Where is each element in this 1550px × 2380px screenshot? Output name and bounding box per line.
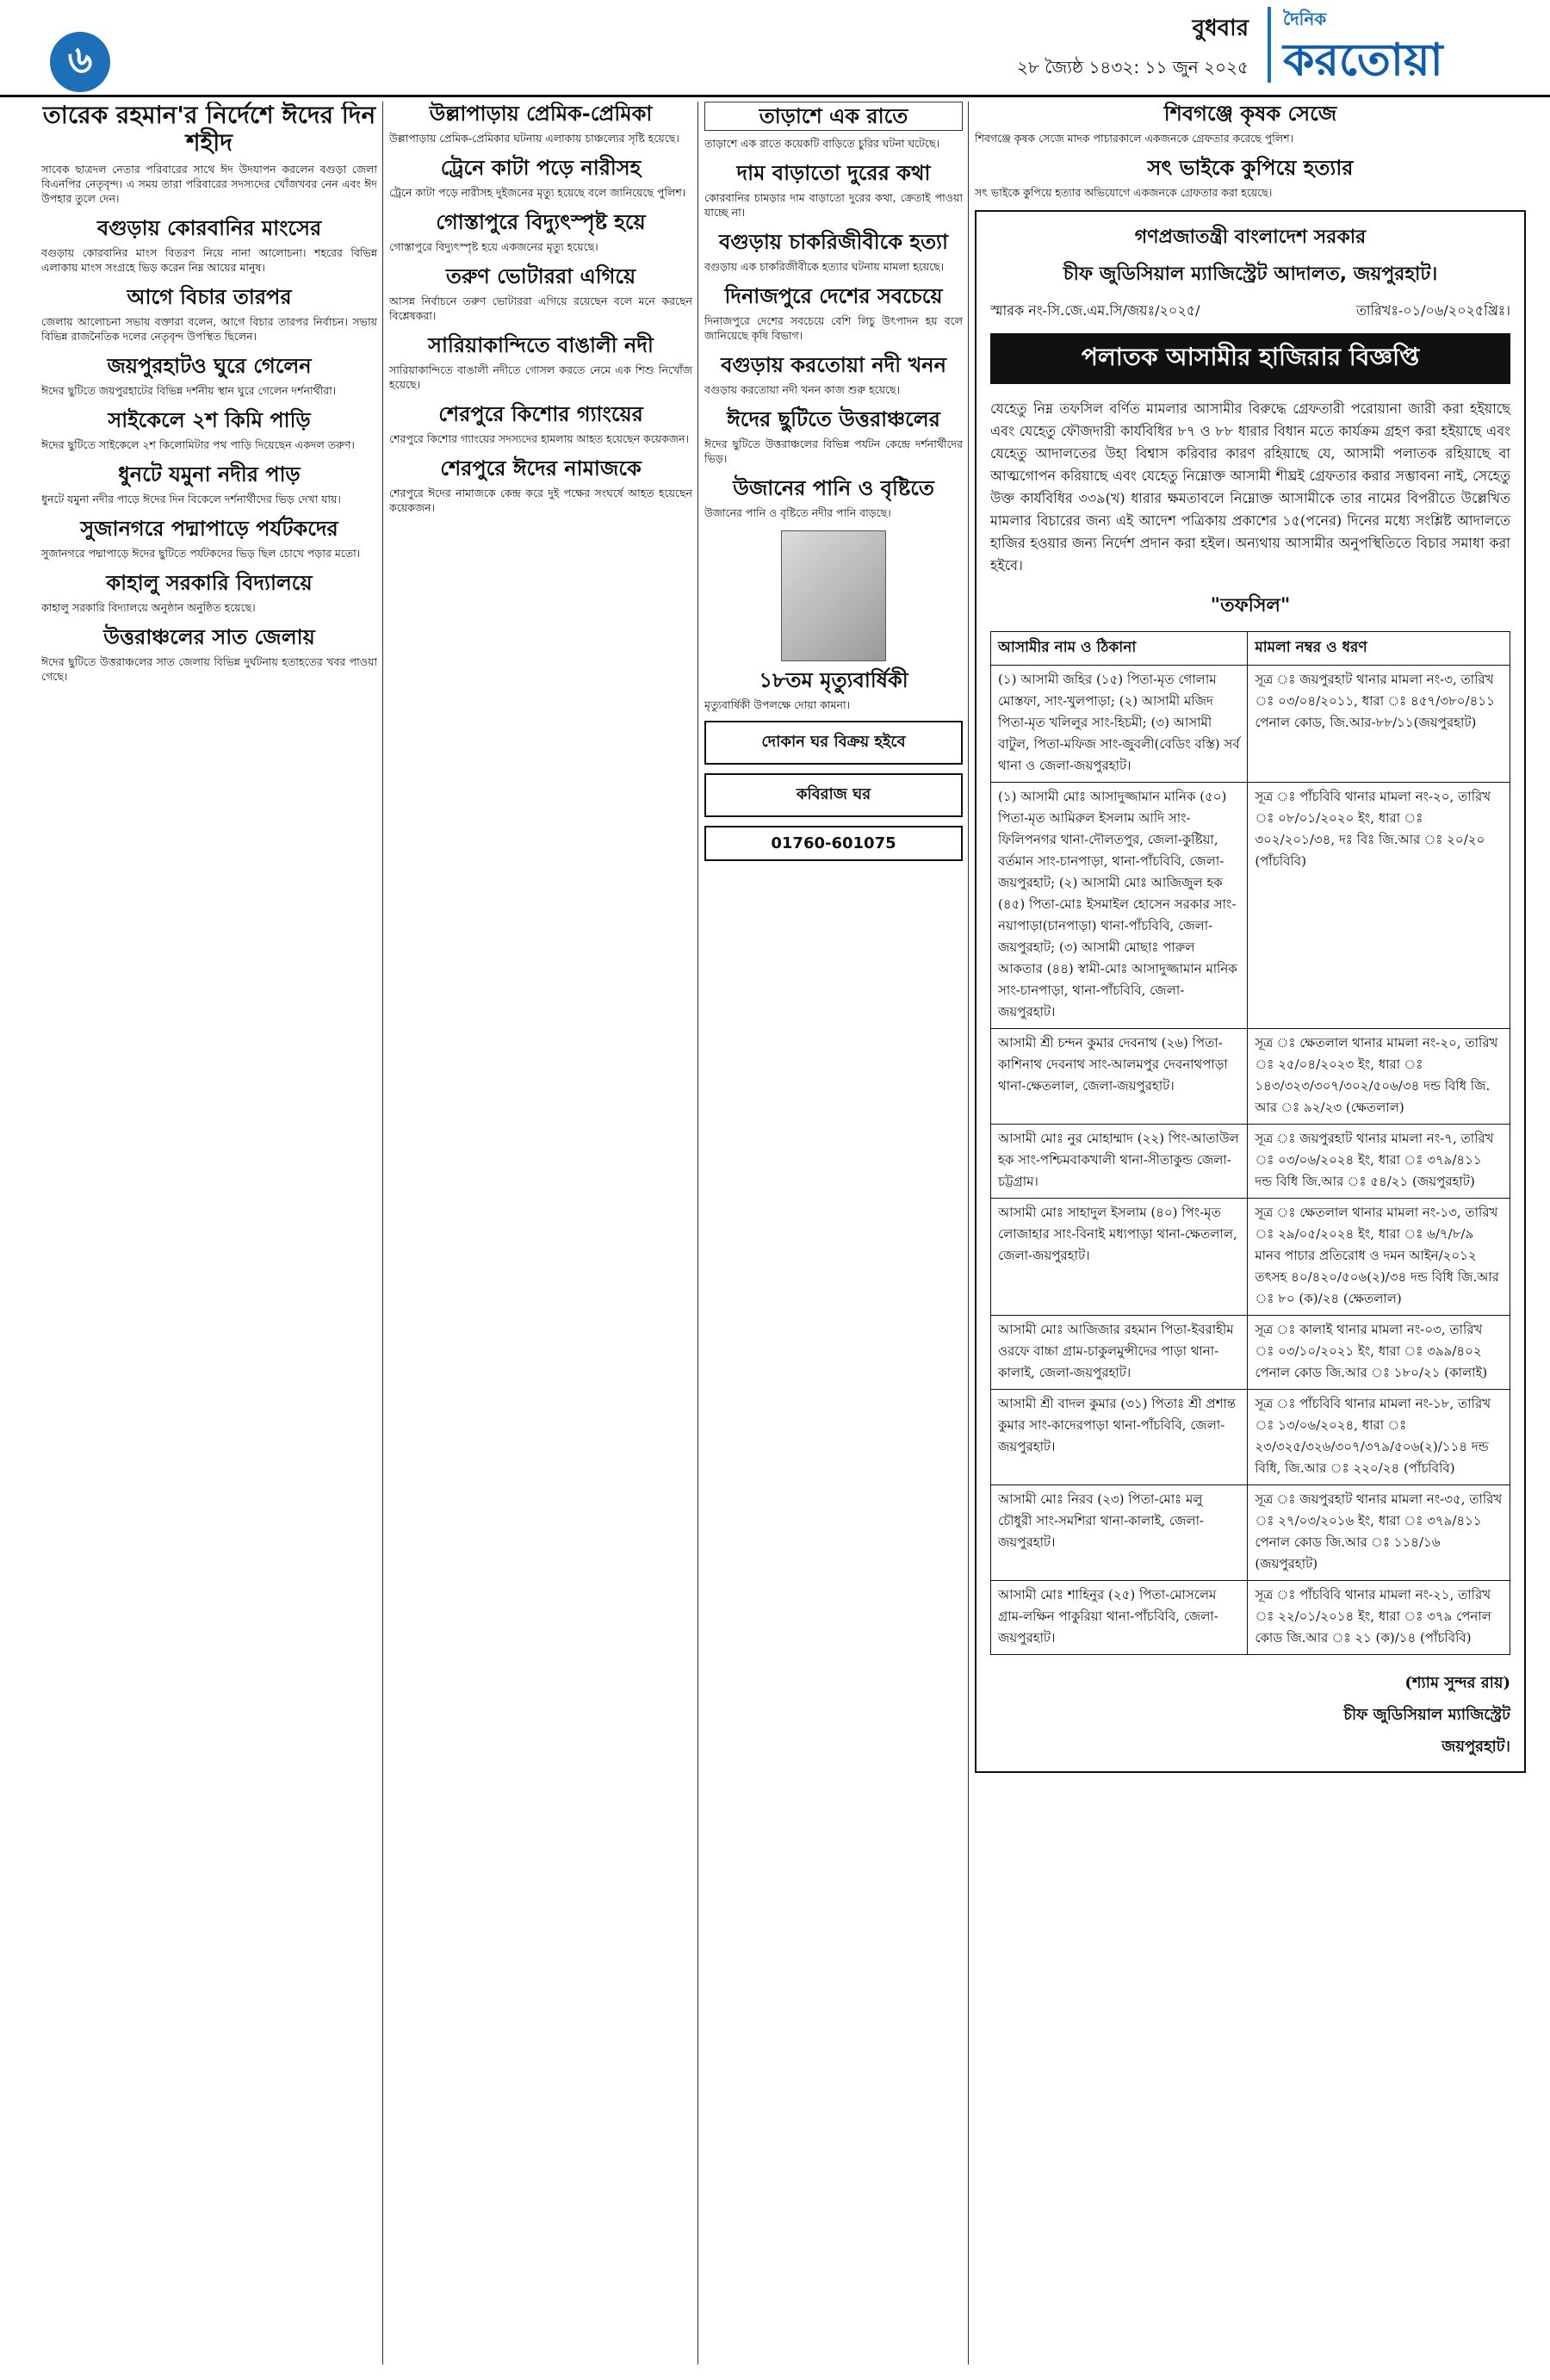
accused-details: আসামী মোঃ নিরব (২৩) পিতা-মোঃ মলু চৌধুরী সাং-সমশিরা থানা-কালাই, জেলা-জয়পুরহাট। (991, 1485, 1248, 1581)
notice-title: পলাতক আসামীর হাজিরার বিজ্ঞপ্তি (990, 333, 1510, 384)
table-header-row (991, 632, 1510, 666)
column-3 (704, 102, 963, 2365)
article-body: ধুনটে যমুনা নদীর পাড়ে ঈদের দিন বিকেলে দর্শনার্থীদের ভিড় দেখা যায়। (41, 493, 341, 505)
article-headline: ট্রেনে কাটা পড়ে নারীসহ (440, 156, 642, 180)
table-row (991, 1199, 1510, 1316)
accused-details: (১) আসামী মোঃ আসাদুজ্জামান মানিক (৫০) পিতা-মৃত আমিরুল ইসলাম আদি সাং-ফিলিপনগর থানা-দৌলতপুর, জেলা-কুষ্টিয়া, বর্তমান সাং-চানপাড়া, থানা-পাঁচবিবি, জেলা-জয়পুরহাট; (২) আসামী মোঃ আজিজুল হক (৪৫) পিতা-মোঃ ইসমাইল হোসেন সরকার সাং-নয়াপাড়া(চানপাড়া) থানা-পাঁচবিবি, জেলা-জয়পুরহাট; (৩) আসামী মোছাঃ পারুল আকতার (৪৪) স্বামী-মোঃ আসাদুজ্জামান মানিক সাং-চানপাড়া, থানা-পাঁচবিবি, জেলা-জয়পুরহাট। (991, 783, 1248, 1029)
article-headline: ঈদের ছুটিতে উত্তরাঞ্চলের (727, 407, 940, 431)
signatory-place: জয়পুরহাট। (1442, 1738, 1510, 1756)
article (704, 102, 963, 151)
case-details: সূত্র ঃ ক্ষেতলাল থানার মামলা নং-১৩, তারিখ ঃ ২৯/০৫/২০২৪ ইং, ধারা ঃ ৬/৭/৮/৯ মানব পাচার প্রতিরোধ ও দমন আইন/২০১২ তৎসহ ৪০/৪২০/৫০৬(২)/৩৪ দন্ড বিধি জি.আর ঃ ৮০ (ক)/২৪ (ক্ষেতলাল) (1248, 1199, 1510, 1316)
article (41, 625, 377, 684)
article (389, 402, 692, 446)
article-headline: গোস্তাপুরে বিদ্যুৎস্পৃষ্ট হয়ে (436, 210, 646, 234)
article (704, 161, 963, 220)
column-header: মামলা নম্বর ও ধরণ (1248, 632, 1510, 666)
accused-details: আসামী শ্রী চন্দন কুমার দেবনাথ (২৬) পিতা-কাশিনাথ দেবনাথ সাং-আলমপুর দেবনাথপাড়া থানা-ক্ষেতলাল, জেলা-জয়পুরহাট। (991, 1029, 1248, 1125)
page-number: ৬ (50, 32, 110, 92)
obituary-photo (781, 530, 886, 661)
kobiraj-ad: কবিরাজ ঘর (704, 773, 963, 817)
article-headline: ধুনটে যমুনা নদীর পাড় (118, 462, 301, 487)
article-headline: সাইকেলে ২শ কিমি পাড়ি (108, 408, 311, 432)
article (975, 156, 1526, 200)
notice-memo: স্মারক নং-সি.জে.এম.সি/জয়ঃ/২০২৫/ (990, 302, 1200, 319)
issue-date: ২৮ জ্যৈষ্ঠ ১৪৩২: ১১ জুন ২০২৫ (1016, 57, 1249, 77)
notice-court: চীফ জুডিসিয়াল ম্যাজিস্ট্রেট আদালত, জয়পুরহাট। (1063, 263, 1438, 285)
article-headline: তরুণ ভোটাররা এগিয়ে (445, 264, 636, 288)
article-body: গোস্তাপুরে বিদ্যুৎস্পৃষ্ট হয়ে একজনের মৃত্যু হয়েছে। (389, 240, 598, 253)
article-body: ট্রেনে কাটা পড়ে নারীসহ দুইজনের মৃত্যু হয়েছে বলে জানিয়েছে পুলিশ। (389, 186, 686, 199)
article-body: সাবেক ছাত্রদল নেতার পরিবারের সাথে ঈদ উদযাপন করলেন বগুড়া জেলা বিএনপির নেতৃবৃন্দ। এ সময় তারা পরিবারের সদস্যদের খোঁজখবর নেন এবং ঈদ উপহার তুলে দেন। (41, 163, 377, 205)
article-headline: বগুড়ায় কোরবানির মাংসের (96, 216, 322, 240)
accused-details: আসামী মোঃ সাহাদুল ইসলাম (৪০) পিং-মৃত লোজাহার সাং-বিনাই মধ্যপাড়া থানা-ক্ষেতলাল, জেলা-জয়পুরহাট। (991, 1199, 1248, 1316)
table-row (991, 783, 1510, 1029)
logo-big: করতোয়া (1283, 34, 1443, 86)
article (41, 102, 377, 206)
shop-sale-ad: দোকান ঘর বিক্রয় হইবে (704, 721, 963, 765)
article (704, 353, 963, 397)
article-headline: কাহালু সরকারি বিদ্যালয়ে (106, 571, 313, 595)
article-body: ঈদের ছুটিতে উত্তরাঞ্চলের সাত জেলায় বিভিন্ন দুর্ঘটনায় হতাহতের খবর পাওয়া গেছে। (41, 655, 377, 683)
article (41, 462, 377, 506)
article-headline: উত্তরাঞ্চলের সাত জেলায় (103, 625, 315, 649)
column-1 (41, 102, 377, 2365)
accused-details: (১) আসামী জহির (১৫) পিতা-মৃত গোলাম মোস্তফা, সাং-খুলপাড়া; (২) আসামী মজিদ পিতা-মৃত খলিলুর সাং-হিচমী; (৩) আসামী বাটুল, পিতা-মফিজ সাং-জুবলী(বেডিং বস্তি) সর্ব থানা ও জেলা-জয়পুরহাট। (991, 666, 1248, 783)
column-divider (968, 102, 969, 2365)
article (41, 571, 377, 615)
obituary-text: মৃত্যুবার্ষিকী উপলক্ষে দোয়া কামনা। (704, 698, 851, 711)
article-headline: আগে বিচার তারপর (127, 285, 292, 309)
article-headline: তাড়াশে এক রাতে (704, 102, 963, 131)
column-2 (389, 102, 692, 2365)
case-details: সূত্র ঃ পাঁচবিবি থানার মামলা নং-২০, তারিখ ঃ ০৮/০১/২০২০ ইং, ধারা ঃ ৩০২/২০১/৩৪, দঃ বিঃ জি.আর ঃ ২০/২০ (পাঁচবিবি) (1248, 783, 1510, 1029)
signature-block (990, 1670, 1510, 1761)
notice-date: তারিখঃ-০১/০৬/২০২৫খ্রিঃ। (1355, 302, 1510, 319)
article-body: সৎ ভাইকে কুপিয়ে হত্যার অভিযোগে একজনকে গ্রেফতার করা হয়েছে। (975, 186, 1273, 199)
article-body: কাহালু সরকারি বিদ্যালয়ে অনুষ্ঠান অনুষ্ঠিত হয়েছে। (41, 601, 256, 614)
article-body: আসন্ন নির্বাচনে তরুণ ভোটাররা এগিয়ে রয়েছেন বলে মনে করছেন বিশ্লেষকরা। (389, 294, 692, 322)
article-headline: বগুড়ায় করতোয়া নদী খনন (721, 353, 946, 377)
table-row (991, 1581, 1510, 1655)
case-details: সূত্র ঃ জয়পুরহাট থানার মামলা নং-৭, তারিখ ঃ ০৩/০৬/২০২৪ ইং, ধারা ঃ ৩৭৯/৪১১ দন্ড বিধি জি.আর ঃ ৫৪/২১ (জয়পুরহাট) (1248, 1125, 1510, 1199)
table-row (991, 666, 1510, 783)
article-body: দিনাজপুরে দেশের সবচেয়ে বেশি লিচু উৎপাদন হয় বলে জানিয়েছে কৃষি বিভাগ। (704, 314, 963, 342)
article-headline: দাম বাড়াতো দুরের কথা (736, 161, 931, 185)
notice-reference (990, 300, 1510, 323)
case-details: সূত্র ঃ পাঁচবিবি থানার মামলা নং-১৮, তারিখ ঃ ১৩/০৬/২০২৪, ধারা ঃ ২৩/৩২৫/৩২৬/৩০৭/৩৭৯/৫০৬(২)/১১৪ দন্ড বিধি, জি.আর ঃ ২২০/২৪ (পাঁচবিবি) (1248, 1390, 1510, 1485)
table-row (991, 1029, 1510, 1125)
case-details: সূত্র ঃ কালাই থানার মামলা নং-০৩, তারিখ ঃ ০৩/১০/২০২১ ইং, ধারা ঃ ৩৯৯/৪০২ পেনাল কোড জি.আর ঃ ১৮০/২১ (কালাই) (1248, 1316, 1510, 1390)
masthead (0, 0, 1550, 97)
table-row (991, 1316, 1510, 1390)
obituary-title: ১৮তম মৃত্যুবার্ষিকী (759, 668, 908, 692)
article-body: উজানের পানি ও বৃষ্টিতে নদীর পানি বাড়ছে। (704, 506, 891, 519)
article-body: বগুড়ায় কোরবানির মাংস বিতরণ নিয়ে নানা আলোচনা। শহরের বিভিন্ন এলাকায় মাংস সংগ্রহে ভিড় করেন নিম্ন আয়ের মানুষ। (41, 246, 377, 274)
column-header: আসামীর নাম ও ঠিকানা (991, 632, 1248, 666)
article-body: ঈদের ছুটিতে উত্তরাঞ্চলের বিভিন্ন পর্যটন কেন্দ্রে দর্শনার্থীদের ভিড়। (704, 437, 963, 465)
article (389, 333, 692, 392)
article (41, 408, 377, 452)
case-details: সূত্র ঃ জয়পুরহাট থানার মামলা নং-৩, তারিখ ঃ ০৩/০৪/২০১১, ধারা ঃ ৪৫৭/৩৮০/৪১১ পেনাল কোড, জি.আর-৮৮/১১(জয়পুরহাট) (1248, 666, 1510, 783)
article-body: উল্লাপাড়ায় প্রেমিক-প্রেমিকার ঘটনায় এলাকায় চাঞ্চল্যের সৃষ্টি হয়েছে। (389, 132, 679, 145)
table-row (991, 1125, 1510, 1199)
article-headline: উল্লাপাড়ায় প্রেমিক-প্রেমিকা (429, 102, 653, 126)
article (704, 284, 963, 343)
article (389, 456, 692, 515)
article-body: তাড়াশে এক রাতে কয়েকটি বাড়িতে চুরির ঘটনা ঘটেছে। (704, 137, 940, 150)
article-headline: উজানের পানি ও বৃষ্টিতে (733, 476, 934, 500)
article-headline: বগুড়ায় চাকরিজীবীকে হত্যা (719, 230, 948, 254)
case-details: সূত্র ঃ জয়পুরহাট থানার মামলা নং-৩৫, তারিখ ঃ ২৭/০৩/২০১৬ ইং, ধারা ঃ ৩৭৯/৪১১ পেনাল কোড জি.আর ঃ ১১৪/১৬ (জয়পুরহাট) (1248, 1485, 1510, 1581)
article-headline: জয়পুরহাটও ঘুরে গেলেন (107, 354, 312, 378)
article (704, 230, 963, 274)
accused-details: আসামী মোঃ নুর মোহাম্মাদ (২২) পিং-আতাউল হক সাং-পশ্চিমবাকখালী থানা-সীতাকুন্ড জেলা-চট্টগ্রাম। (991, 1125, 1248, 1199)
table-row (991, 1390, 1510, 1485)
article-body: বগুড়ায় করতোয়া নদী খনন কাজ শুরু হয়েছে। (704, 383, 901, 396)
article-body: শেরপুরে ঈদের নামাজকে কেন্দ্র করে দুই পক্ষের সংঘর্ষে আহত হয়েছেন কয়েকজন। (389, 487, 692, 514)
schedule-table (990, 631, 1510, 1655)
article-headline: তারেক রহমান'র নির্দেশে ঈদের দিন শহীদ (42, 102, 376, 157)
schedule-title: "তফসিল" (1210, 595, 1291, 617)
case-details: সূত্র ঃ পাঁচবিবি থানার মামলা নং-২১, তারিখ ঃ ২২/০১/২০১৪ ইং, ধারা ঃ ৩৭৯ পেনাল কোড জি.আর ঃ ২১ (ক)/১৪ (পাঁচবিবি) (1248, 1581, 1510, 1655)
article-body: সুজানগরে পদ্মাপাড়ে ঈদের ছুটিতে পর্যটকদের ভিড় ছিল চোখে পড়ার মতো। (41, 547, 361, 560)
article-headline: দিনাজপুরে দেশের সবচেয়ে (724, 284, 943, 308)
article (41, 517, 377, 561)
signatory-name: (শ্যাম সুন্দর রায়) (1404, 1674, 1510, 1692)
article-body: বগুড়ায় এক চাকরিজীবীকে হত্যার ঘটনায় মামলা হয়েছে। (704, 260, 945, 273)
notice-intro: যেহেতু নিম্ন তফসিল বর্ণিত মামলার আসামীর বিরুদ্ধে গ্রেফতারী পরোয়ানা জারী করা হইয়াছে এবং যেহেতু ফৌজদারী কার্যবিধির ৮৭ ও ৮৮ ধারার বিধান মতে কার্যক্রম গ্রহণ করা হইয়াছে এবং যেহেতু আদালতের উহা বিশ্বাস করিবার কারণ রহিয়াছে যে, আসামী পলাতক রহিয়াছে বা আত্মগোপন করিয়াছে এবং যেহেতু নিম্নোক্ত আসামী শীঘ্রই গ্রেফতার করার সম্ভাবনা নাই, সেহেতু উক্ত কার্যবিধির ৩৩৯(খ) ধারার ক্ষমতাবলে নিম্নোক্ত আসামীকে তার নামের বিপরীতে উল্লেখিত মামলার বিচারের জন্য এই আদেশ পত্রিকায় প্রকাশের ১৫(পনের) দিনের মধ্যে সংশ্লিষ্ট আদালতে হাজির হওয়ার জন্য নির্দেশ প্রদান করা হইল। অন্যথায় আসামীর অনুপস্থিতিতে বিচার সমাধা করা হইবে। (990, 400, 1510, 573)
article-headline: সুজানগরে পদ্মাপাড়ে পর্যটকদের (80, 517, 338, 541)
article-body: সারিয়াকান্দিতে বাঙালী নদীতে গোসল করতে নেমে এক শিশু নিখোঁজ হয়েছে। (389, 363, 692, 391)
article (975, 102, 1526, 146)
logo-small: দৈনিক (1283, 9, 1327, 29)
accused-details: আসামী মোঃ আজিজার রহমান পিতা-ইবরাহীম ওরফে বাচ্চা গ্রাম-চাকুলমুন্সীদের পাড়া থানা-কালাই, জেলা-জয়পুরহাট। (991, 1316, 1248, 1390)
article-body: ঈদের ছুটিতে সাইকেলে ২শ কিলোমিটার পথ পাড়ি দিয়েছেন একদল তরুণ। (41, 438, 355, 451)
dateline (1017, 10, 1249, 84)
article (389, 210, 692, 254)
article (704, 476, 963, 520)
column-4 (975, 102, 1526, 2365)
newspaper-logo (1268, 7, 1517, 86)
article (389, 156, 692, 200)
table-row (991, 1485, 1510, 1581)
article (389, 264, 692, 323)
article-body: শিবগঞ্জে কৃষক সেজে মাদক পাচারকালে একজনকে গ্রেফতার করেছে পুলিশ। (975, 132, 1294, 145)
article-headline: শেরপুরে ঈদের নামাজকে (440, 456, 642, 480)
signatory-title: চীফ জুডিসিয়াল ম্যাজিস্ট্রেট (1343, 1706, 1510, 1724)
article-body: জেলায় আলোচনা সভায় বক্তারা বলেন, আগে বিচার তারপর নির্বাচন। সভায় বিভিন্ন রাজনৈতিক দলের নেতৃবৃন্দ উপস্থিত ছিলেন। (41, 315, 377, 343)
case-details: সূত্র ঃ ক্ষেতলাল থানার মামলা নং-২০, তারিখ ঃ ২৫/০৪/২০২৩ ইং, ধারা ঃ ১৪৩/৩২৩/৩০৭/৩০২/৫০৬/৩৪ দন্ড বিধি জি. আর ঃ ৯২/২৩ (ক্ষেতলাল) (1248, 1029, 1510, 1125)
accused-details: আসামী মোঃ শাহিনুর (২৫) পিতা-মোসলেম গ্রাম-লক্ষিন পাকুরিয়া থানা-পাঁচবিবি, জেলা-জয়পুরহাট। (991, 1581, 1248, 1655)
article (41, 285, 377, 344)
article-headline: শিবগঞ্জে কৃষক সেজে (1163, 102, 1337, 126)
article-headline: সারিয়াকান্দিতে বাঙালী নদী (428, 333, 654, 357)
article-body: শেরপুরে কিশোর গ্যাংয়ের সদস্যদের হামলায় আহত হয়েছেন কয়েকজন। (389, 432, 690, 445)
court-notice (975, 210, 1526, 1773)
article (704, 407, 963, 466)
column-divider (382, 102, 383, 2365)
accused-details: আসামী শ্রী বাদল কুমার (৩১) পিতাঃ শ্রী প্রশান্ত কুমার সাং-কাদেরপাড়া থানা-পাঁচবিবি, জেলা-জয়পুরহাট। (991, 1390, 1248, 1485)
phone-number: 01760-601075 (704, 826, 963, 861)
article (41, 354, 377, 398)
article-headline: সৎ ভাইকে কুপিয়ে হত্যার (1147, 156, 1354, 180)
weekday: বুধবার (1192, 15, 1249, 41)
article-body: ঈদের ছুটিতে জয়পুরহাটের বিভিন্ন দর্শনীয় স্থান ঘুরে গেলেন দর্শনার্থীরা। (41, 384, 337, 397)
notice-government: গণপ্রজাতন্ত্রী বাংলাদেশ সরকার (1134, 226, 1367, 248)
article-body: কোরবানির চামড়ার দাম বাড়াতো দুরের কথা, ক্রেতাই পাওয়া যাচ্ছে না। (704, 191, 963, 219)
article-headline: শেরপুরে কিশোর গ্যাংয়ের (438, 402, 643, 426)
article (41, 216, 377, 275)
article (389, 102, 692, 146)
